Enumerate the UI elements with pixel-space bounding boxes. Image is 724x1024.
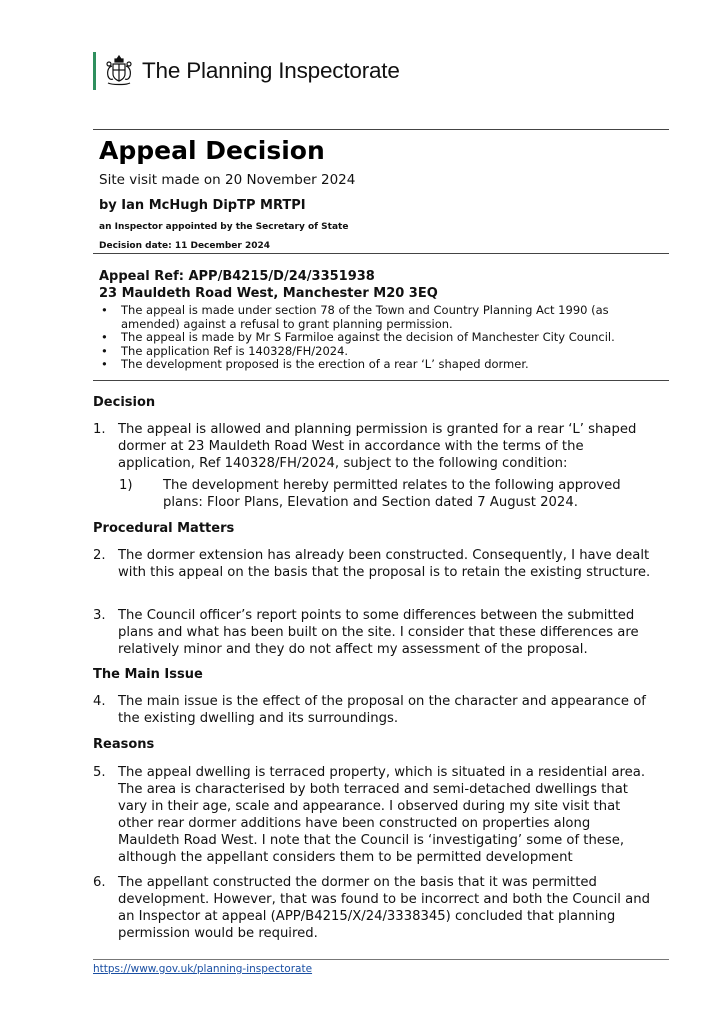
paragraph-text: The appeal dwelling is terraced property, which is situated in a residential area. The area is characterised by both terraced and semi-detached dwellings that vary in their age, scale and appearance. I observed during my site visit that other rear dormer additions have been constructed on properties along Mauldeth Road West. I note that the Council is ‘investigating’ some of these, although the appellant considers them to be permitted development xyxy=(118,765,646,865)
section-heading-main-issue: The Main Issue xyxy=(93,667,203,682)
paragraph-text: The appeal is allowed and planning permission is granted for a rear ‘L’ shaped dormer at 23 Mauldeth Road West in accordance with the terms of the application, Ref 140328/FH/2024, subject to the following condition: xyxy=(118,422,637,471)
paragraph-1 xyxy=(93,421,653,472)
condition-number: 1) xyxy=(119,478,133,493)
page-title: Appeal Decision xyxy=(99,136,325,165)
divider xyxy=(93,380,669,381)
inspector-appointment: an Inspector appointed by the Secretary of State xyxy=(99,222,349,232)
list-item: • The application Ref is 140328/FH/2024. xyxy=(99,345,669,359)
paragraph-text: The main issue is the effect of the proposal on the character and appearance of the existing dwelling and its surroundings. xyxy=(118,694,646,726)
condition-1 xyxy=(119,477,649,511)
list-item: • The appeal is made by Mr S Farmiloe against the decision of Manchester City Council. xyxy=(99,331,669,345)
paragraph-number: 2. xyxy=(93,548,106,563)
paragraph-number: 5. xyxy=(93,765,106,780)
paragraph-text: The dormer extension has already been constructed. Consequently, I have dealt with this appeal on the basis that the proposal is to retain the existing structure. xyxy=(118,548,651,580)
appeal-ref: Appeal Ref: APP/B4215/D/24/3351938 xyxy=(99,269,375,284)
paragraph-text: The appellant constructed the dormer on the basis that it was permitted development. However, that was found to be incorrect and both the Council and an Inspector at appeal (APP/B4215/X/24/3338345) concluded that planning permission would be required. xyxy=(118,875,650,941)
paragraph-number: 3. xyxy=(93,608,106,623)
condition-text: The development hereby permitted relates to the following approved plans: Floor Plans, Elevation and Section dated 7 August 2024. xyxy=(163,478,621,510)
appeal-reference-block xyxy=(99,268,438,302)
inspector-name: by Ian McHugh DipTP MRTPI xyxy=(99,198,306,213)
decision-date: Decision date: 11 December 2024 xyxy=(99,241,271,251)
divider xyxy=(93,253,669,254)
paragraph-number: 6. xyxy=(93,875,106,890)
paragraph-6 xyxy=(93,874,653,942)
header-logo xyxy=(93,52,400,90)
royal-coat-of-arms-icon xyxy=(104,54,134,88)
paragraph-2 xyxy=(93,547,653,581)
appeal-summary-list xyxy=(99,304,669,372)
list-item: • The development proposed is the erection of a rear ‘L’ shaped dormer. xyxy=(99,358,669,372)
paragraph-number: 1. xyxy=(93,422,106,437)
paragraph-5 xyxy=(93,764,653,866)
section-heading-reasons: Reasons xyxy=(93,737,155,752)
footer-divider xyxy=(93,959,669,960)
section-heading-procedural-matters: Procedural Matters xyxy=(93,521,235,536)
footer-link[interactable]: https://www.gov.uk/planning-inspectorate xyxy=(93,963,313,975)
org-name: The Planning Inspectorate xyxy=(142,58,400,83)
paragraph-4 xyxy=(93,693,653,727)
section-heading-decision: Decision xyxy=(93,395,156,410)
site-address: 23 Mauldeth Road West, Manchester M20 3EQ xyxy=(99,286,438,301)
top-divider xyxy=(93,129,669,130)
list-item: • The appeal is made under section 78 of the Town and Country Planning Act 1990 (as amended) against a refusal to grant planning permission. xyxy=(99,304,669,331)
paragraph-text: The Council officer’s report points to some differences between the submitted plans and what has been built on the site. I consider that these differences are relatively minor and they do not affect my assessment of the proposal. xyxy=(118,608,639,657)
paragraph-3 xyxy=(93,607,653,658)
paragraph-number: 4. xyxy=(93,694,106,709)
site-visit-date: Site visit made on 20 November 2024 xyxy=(99,172,356,188)
logo-accent-bar xyxy=(93,52,96,90)
